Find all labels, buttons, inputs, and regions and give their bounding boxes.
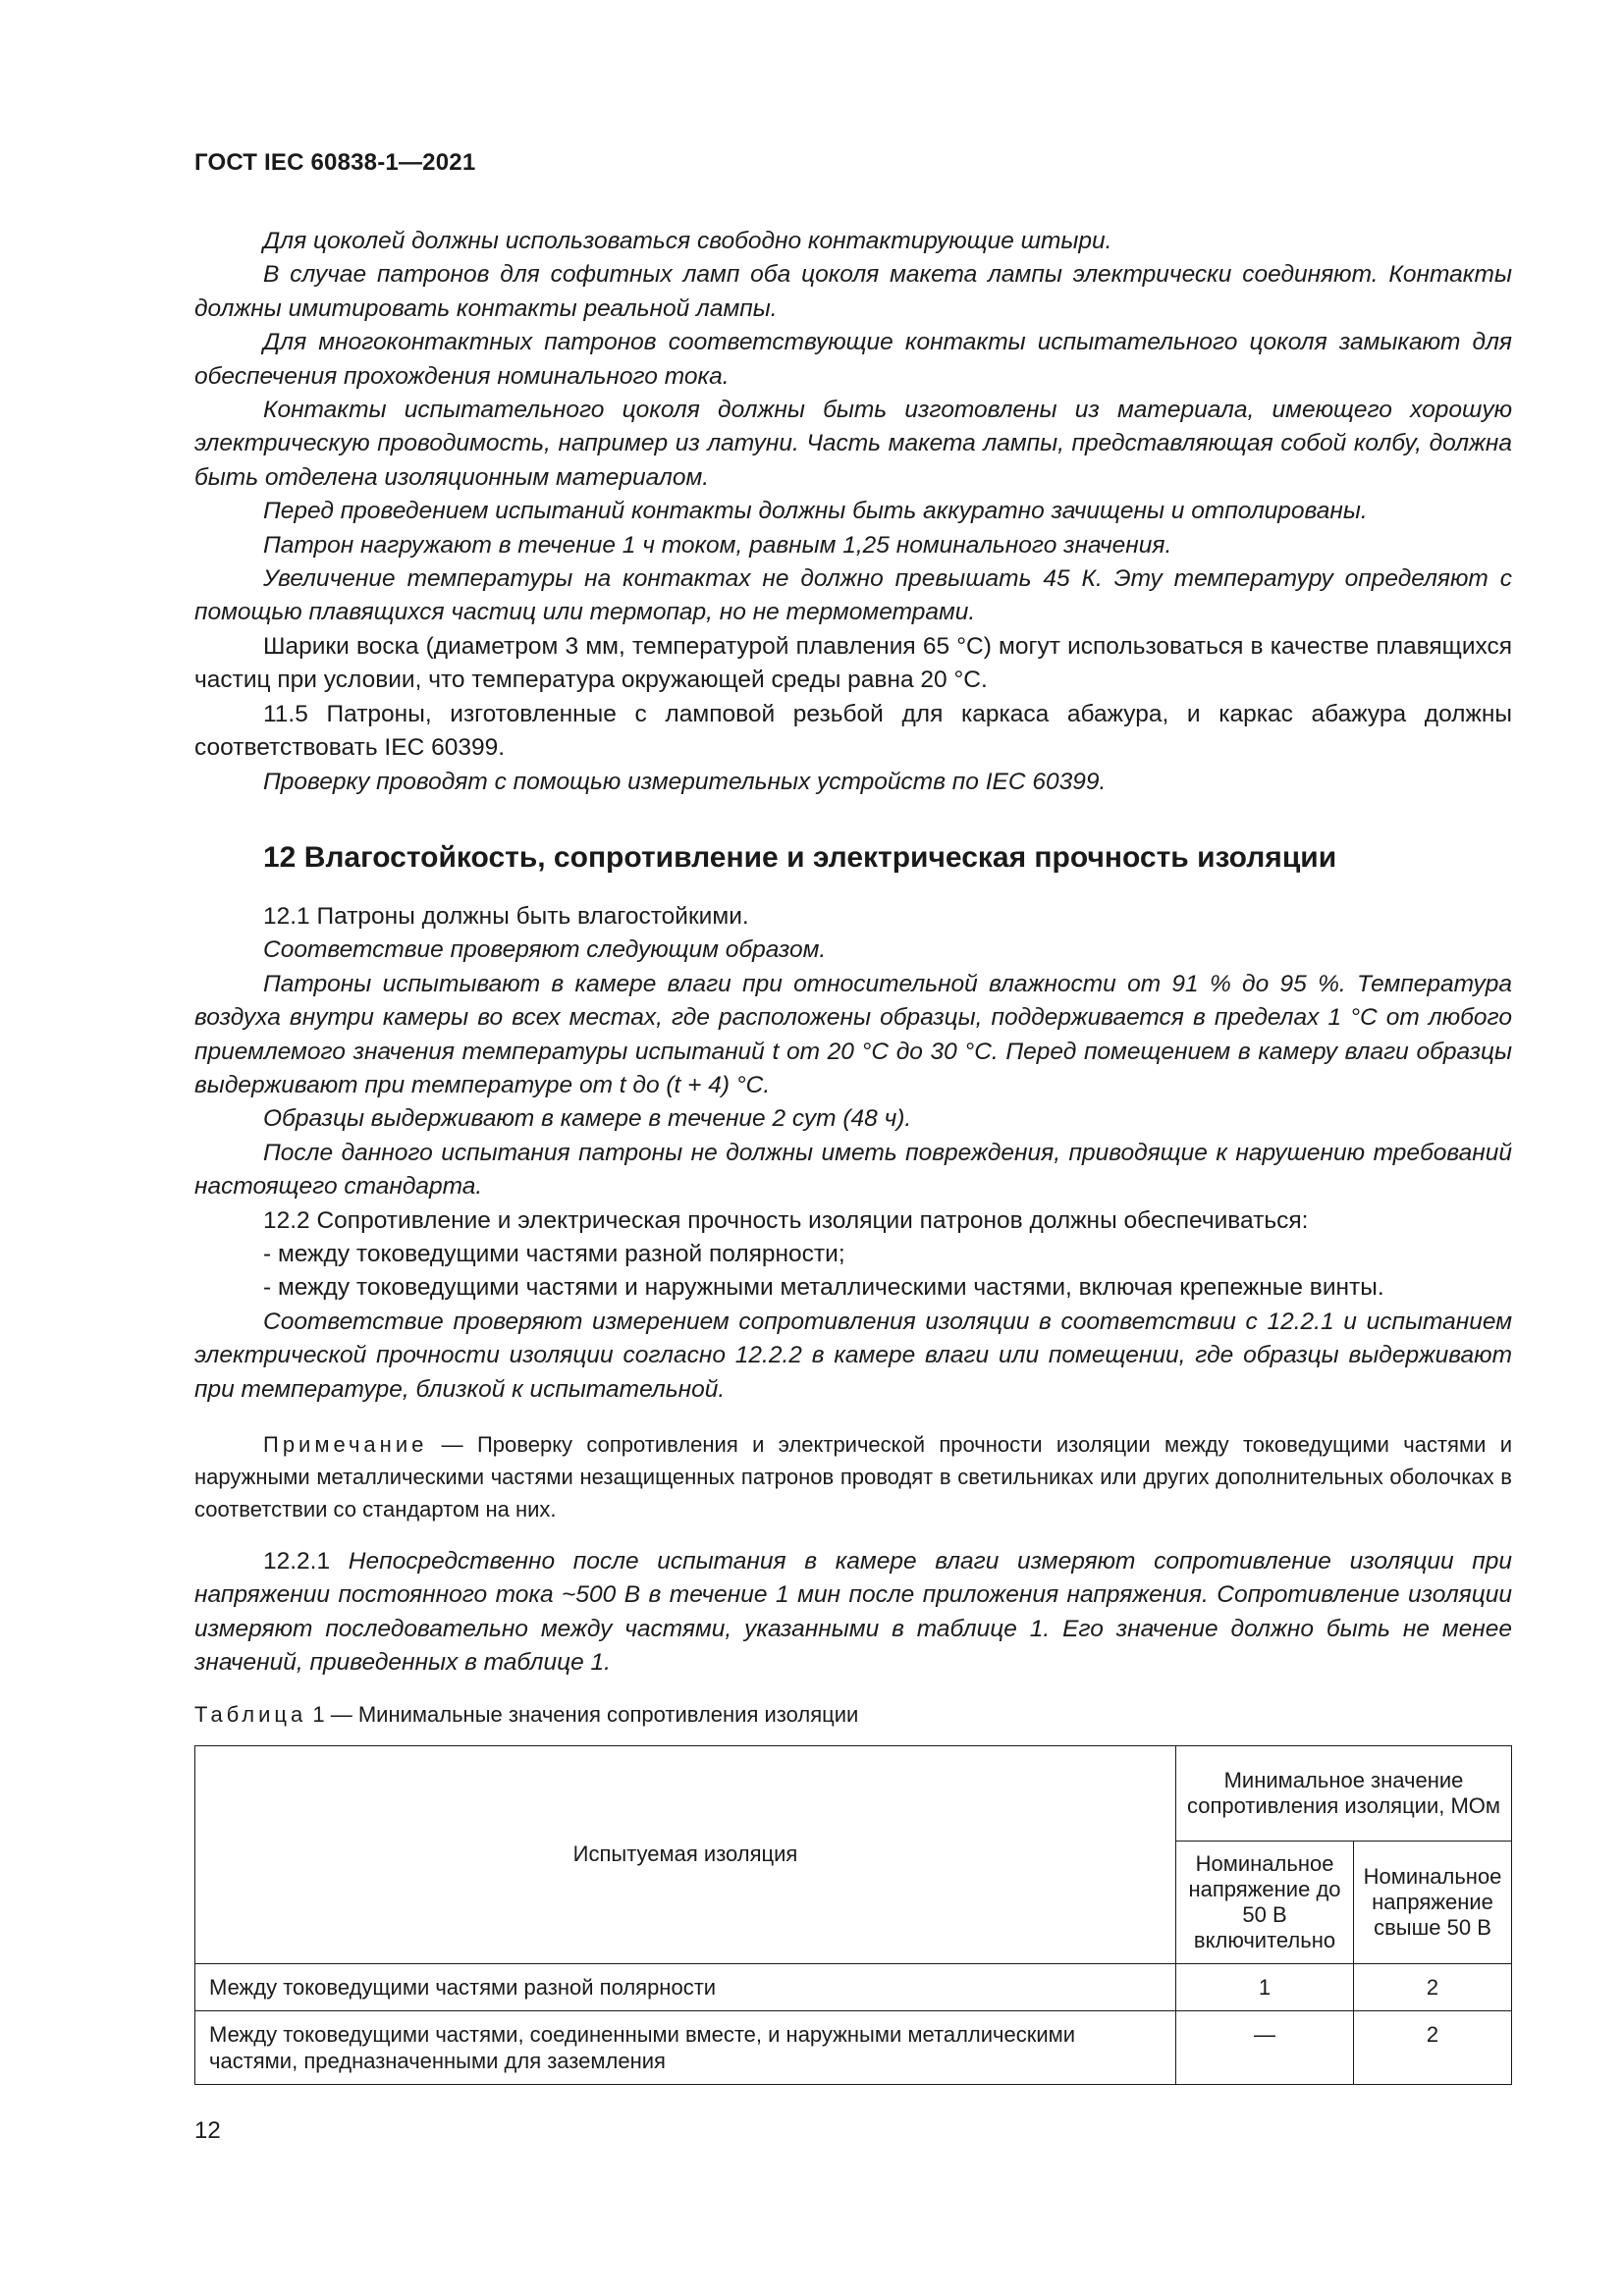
page-number: 12 xyxy=(194,2117,221,2144)
paragraph: Проверку проводят с помощью измерительных устройств по IEC 60399. xyxy=(263,768,1107,795)
cell-insulation: Между токоведущими частями разной полярности xyxy=(195,1963,1176,2010)
paragraph: В случае патронов для софитных ламп оба цоколя макета лампы электрически соединяют. Контакты должны имитировать контакты реальной лампы. xyxy=(194,261,1512,322)
clause-11-5: 11.5 Патроны, изготовленные с ламповой резьбой для каркаса абажура, и каркас абажура должны соответствовать IEC 60399. xyxy=(194,700,1512,762)
clause-12-2-1 xyxy=(194,1545,1512,1681)
insulation-resistance-table xyxy=(194,1745,1512,2085)
table-header-row xyxy=(195,1745,1512,1841)
table-row xyxy=(195,1963,1512,2010)
note-label: Примечание xyxy=(263,1432,428,1457)
paragraph: Контакты испытательного цоколя должны быть изготовлены из материала, имеющего хорошую электрическую проводимость, например из латуни. Часть макета лампы, представляющая собой колбу, должна быть отделена изоляционным материалом. xyxy=(194,397,1512,491)
paragraph: Для многоконтактных патронов соответствующие контакты испытательного цоколя замыкают для обеспечения прохождения номинального тока. xyxy=(194,329,1512,390)
clause-12-2: 12.2 Сопротивление и электрическая прочность изоляции патронов должны обеспечиваться: xyxy=(263,1206,1309,1234)
table-caption-text: 1 — Минимальные значения сопротивления изоляции xyxy=(306,1701,859,1727)
paragraph: Увеличение температуры на контактах не должно превышать 45 К. Эту температуру определяют с помощью плавящихся частиц или термопар, но не термометрами. xyxy=(194,565,1512,626)
clause-number: 12.2.1 xyxy=(263,1548,349,1575)
paragraph: Патроны испытывают в камере влаги при относительной влажности от 91 % до 95 %. Температура воздуха внутри камеры во всех местах, где расположены образцы, поддерживается в пределах 1 °С от любого приемлемого значения температуры испытаний t от 20 °С до 30 °С. Перед помещением в камеру влаги образцы выдерживают при температуре от t до (t + 4) °С. xyxy=(194,970,1512,1098)
table-row xyxy=(195,2010,1512,2084)
note xyxy=(194,1428,1512,1525)
cell-up-to-50v: — xyxy=(1176,2010,1354,2084)
header-insulation: Испытуемая изоляция xyxy=(195,1745,1176,1963)
clause-text: Непосредственно после испытания в камере влаги измеряют сопротивление изоляции при напряжении постоянного тока ~500 В в течение 1 мин после приложения напряжения. Сопротивление изоляции измеряют последовательно между частями, указанными в таблице 1. Его значение должно быть не менее значений, приведенных в таблице 1. xyxy=(194,1548,1512,1677)
clause-12-1: 12.1 Патроны должны быть влагостойкими. xyxy=(263,902,749,930)
paragraph: После данного испытания патроны не должны иметь повреждения, приводящие к нарушению требований настоящего стандарта. xyxy=(194,1139,1512,1201)
table-caption-label: Таблица xyxy=(194,1701,307,1727)
header-above-50v: Номинальное напряжение свыше 50 В xyxy=(1354,1841,1512,1963)
paragraph: Шарики воска (диаметром 3 мм, температурой плавления 65 °С) могут использоваться в качестве плавящихся частиц при условии, что температура окружающей среды равна 20 °С. xyxy=(194,632,1512,694)
section-heading: 12 Влагостойкость, сопротивление и электрическая прочность изоляции xyxy=(263,840,1337,874)
cell-up-to-50v: 1 xyxy=(1176,1963,1354,2010)
note-text: — Проверку сопротивления и электрической прочности изоляции между токоведущими частями и наружными металлическими частями незащищенных патронов проводят в светильниках или других дополнительных оболочках в соответствии со стандартом на них. xyxy=(194,1432,1512,1522)
header-up-to-50v: Номинальное напряжение до 50 В включительно xyxy=(1176,1841,1354,1963)
list-item: - между токоведущими частями разной полярности; xyxy=(263,1240,845,1267)
cell-above-50v: 2 xyxy=(1354,1963,1512,2010)
header-min-resistance: Минимальное значение сопротивления изоляции, МОм xyxy=(1176,1745,1512,1841)
paragraph: Патрон нагружают в течение 1 ч током, равным 1,25 номинального значения. xyxy=(263,531,1172,559)
table-caption xyxy=(194,1700,1512,1730)
paragraph: Перед проведением испытаний контакты должны быть аккуратно зачищены и отполированы. xyxy=(263,498,1368,525)
cell-insulation: Между токоведущими частями, соединенными вместе, и наружными металлическими частями, предназначенными для заземления xyxy=(195,2010,1176,2084)
document-code: ГОСТ IEC 60838-1—2021 xyxy=(194,149,476,176)
paragraph: Соответствие проверяют следующим образом. xyxy=(263,936,827,964)
page-content xyxy=(194,225,1512,2085)
list-item: - между токоведущими частями и наружными металлическими частями, включая крепежные винты. xyxy=(263,1274,1384,1302)
paragraph: Образцы выдерживают в камере в течение 2 сут (48 ч). xyxy=(263,1105,912,1133)
cell-above-50v: 2 xyxy=(1354,2010,1512,2084)
paragraph: Соответствие проверяют измерением сопротивления изоляции в соответствии с 12.2.1 и испытанием электрической прочности изоляции согласно 12.2.2 в камере влаги или помещении, где образцы выдерживают при температуре, близкой к испытательной. xyxy=(194,1308,1512,1403)
paragraph: Для цоколей должны использоваться свободно контактирующие штыри. xyxy=(263,228,1112,254)
